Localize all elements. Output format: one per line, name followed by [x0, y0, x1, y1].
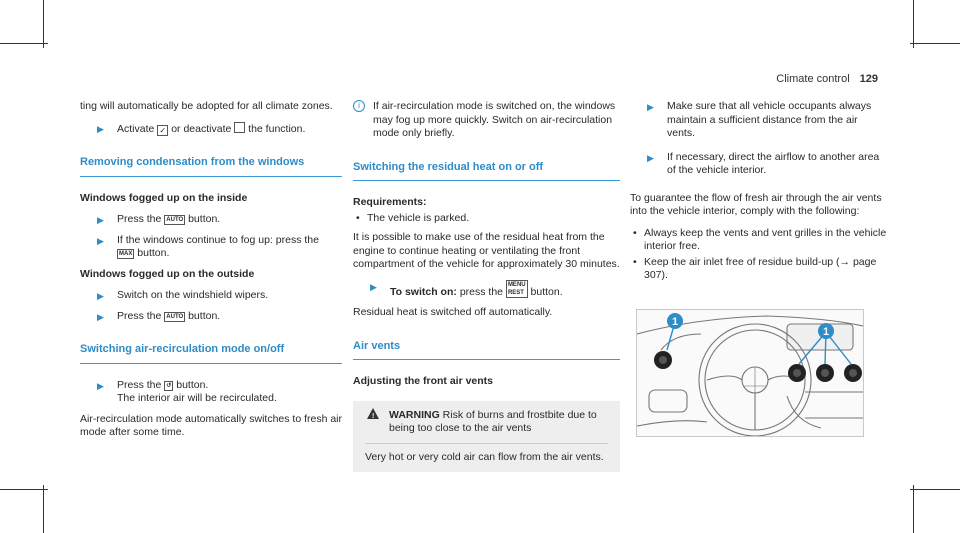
section-title: Removing condensation from the windows	[80, 156, 342, 177]
rest-label: REST	[507, 289, 524, 296]
warning-body: Very hot or very cold air can flow from the air vents.	[365, 450, 604, 463]
page-number: 129	[859, 73, 878, 85]
info-text: If air-recirculation mode is switched on, the windows may fog up more quickly. Switch on air-recirculation mode only briefly.	[373, 100, 616, 139]
recirc-step	[80, 379, 342, 406]
step-text: button.	[176, 378, 209, 391]
section-title: Switching the residual heat on or off	[353, 161, 620, 182]
step-text: button.	[530, 285, 563, 298]
section-name: Climate control	[776, 73, 850, 85]
step-text: button.	[188, 309, 221, 322]
dashboard-vents-figure	[636, 309, 864, 437]
step-text: Press the	[117, 213, 162, 225]
crop-mark	[913, 0, 914, 48]
step-text: or deactivate	[171, 122, 232, 135]
requirements-title: Requirements:	[353, 196, 427, 208]
recirc-text: Air-recirculation mode automatically switches to fresh air mode after some time.	[80, 412, 343, 438]
info-note	[353, 100, 620, 141]
step-text: button.	[188, 213, 221, 225]
warning-heading: Risk of burns and frostbite due to being too close to the air vents	[389, 408, 597, 434]
step-text: Press the	[117, 378, 162, 391]
intro-text: ting will automatically be adopted for all climate zones.	[80, 100, 333, 112]
residual-text: It is possible to make use of the residual heat from the engine to continue heating or ventilating the front compartment of the vehicle for approximately 30 minutes.	[353, 231, 620, 270]
arrow-right-icon: ▶	[97, 380, 104, 391]
step-result: The interior air will be recirculated.	[117, 392, 277, 404]
crop-mark	[910, 43, 960, 44]
step-text: Make sure that all vehicle occupants always maintain a sufficient distance from the air vents.	[667, 100, 872, 139]
list-item: • Keep the air inlet free of residue build-up (→ page 307).	[630, 256, 888, 283]
callout-label: 1	[671, 316, 679, 328]
arrow-right-icon: ▶	[97, 123, 104, 134]
divider	[365, 443, 608, 444]
step-text: press the	[459, 285, 504, 298]
section-title: Switching air-recirculation mode on/off	[80, 343, 342, 364]
crop-mark	[0, 43, 48, 44]
crop-mark	[913, 485, 914, 533]
step-text: Switch on the windshield wipers.	[117, 289, 269, 301]
defrost-max-icon: MAX	[119, 251, 133, 257]
crop-mark	[43, 0, 44, 48]
menu-label: MENU	[507, 281, 526, 288]
air-vent-icon	[844, 364, 862, 382]
crop-mark	[910, 489, 960, 490]
menu-rest-button-icon	[506, 280, 528, 298]
column-1	[80, 100, 342, 448]
inside-step-2	[80, 234, 342, 261]
list-item: • Always keep the vents and vent grilles in the vehicle interior free.	[630, 227, 888, 254]
page-header	[776, 73, 878, 85]
residual-off-text: Residual heat is switched off automatically.	[353, 306, 553, 318]
info-icon: i	[353, 100, 365, 112]
activate-step	[80, 122, 342, 137]
checkbox-checked-icon: ✓	[157, 125, 168, 136]
col3-step-1	[630, 100, 888, 141]
column-3	[630, 100, 888, 285]
subsection-title: Adjusting the front air vents	[353, 375, 494, 387]
auto-button-icon: AUTO	[166, 217, 184, 223]
outside-step-1	[80, 289, 342, 303]
arrow-right-icon: ▶	[97, 291, 104, 301]
section-title: Air vents	[353, 340, 620, 361]
air-vent-icon	[788, 364, 806, 382]
air-vent-icon	[816, 364, 834, 382]
arrow-right-icon: ▶	[370, 281, 377, 292]
crop-mark	[43, 485, 44, 533]
step-text: Press the	[117, 309, 162, 322]
arrow-right-icon: ▶	[97, 311, 104, 322]
step-text: If the windows continue to fog up: press the	[117, 233, 319, 246]
arrow-right-icon: ▶	[647, 102, 654, 112]
guarantee-text: To guarantee the flow of fresh air through the air vents into the vehicle interior, comply with the following:	[630, 191, 882, 217]
callout-label: 1	[822, 326, 830, 338]
dashboard-illustration	[637, 310, 863, 436]
column-2	[353, 100, 620, 472]
warning-label: WARNING	[389, 408, 440, 421]
subsection-title: Windows fogged up on the inside	[80, 191, 248, 204]
outside-step-2	[80, 310, 342, 324]
step-label: To switch on:	[390, 285, 457, 298]
subsection-title: Windows fogged up on the outside	[80, 267, 255, 280]
checkbox-empty-icon	[234, 122, 245, 133]
arrow-right-icon: ▶	[647, 152, 654, 163]
step-text: the function.	[248, 122, 306, 135]
air-vent-icon	[654, 351, 672, 369]
requirement-item: • The vehicle is parked.	[353, 212, 620, 226]
warning-box	[353, 401, 620, 473]
arrow-right-icon: ▶	[97, 235, 104, 246]
warning-title	[365, 409, 608, 436]
warning-triangle-icon: !	[367, 408, 379, 419]
recirculation-car-icon: ↺	[166, 382, 172, 389]
step-text: Activate	[117, 122, 155, 135]
arrow-right-icon: ▶	[97, 215, 104, 225]
inside-step-1	[80, 213, 342, 227]
step-text: button.	[137, 247, 170, 259]
auto-button-icon: AUTO	[166, 313, 184, 320]
col3-step-2	[630, 151, 888, 178]
crop-mark	[0, 489, 48, 490]
switch-on-step	[353, 280, 620, 300]
step-text: If necessary, direct the airflow to another area of the vehicle interior.	[667, 150, 880, 176]
